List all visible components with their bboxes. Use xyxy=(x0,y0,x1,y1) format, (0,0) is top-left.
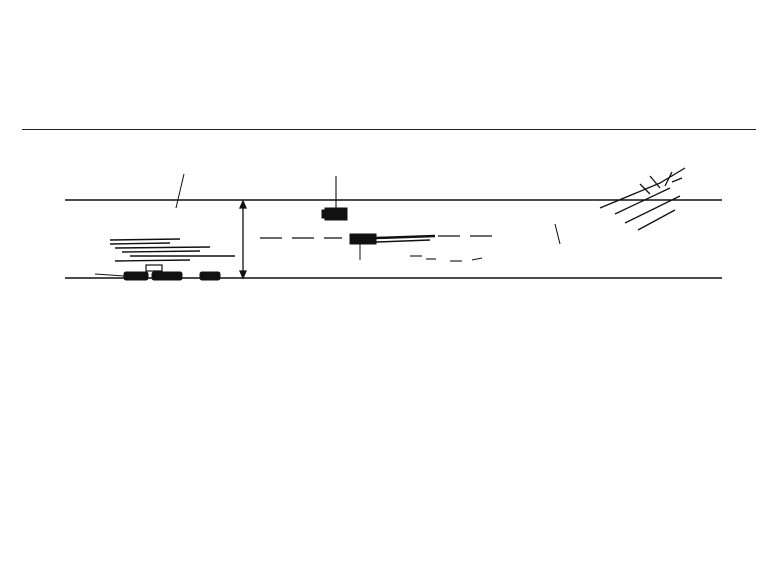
log-pile-area xyxy=(110,239,235,261)
stacked-trees xyxy=(124,265,220,280)
width-dimension xyxy=(240,201,246,278)
running-head xyxy=(22,106,756,130)
felled-trees xyxy=(600,168,685,230)
figure-forest-clearing xyxy=(60,148,730,328)
strip-boundary-line xyxy=(410,256,482,261)
skidding-tractor xyxy=(350,234,435,260)
uprooter-machine xyxy=(322,176,347,220)
